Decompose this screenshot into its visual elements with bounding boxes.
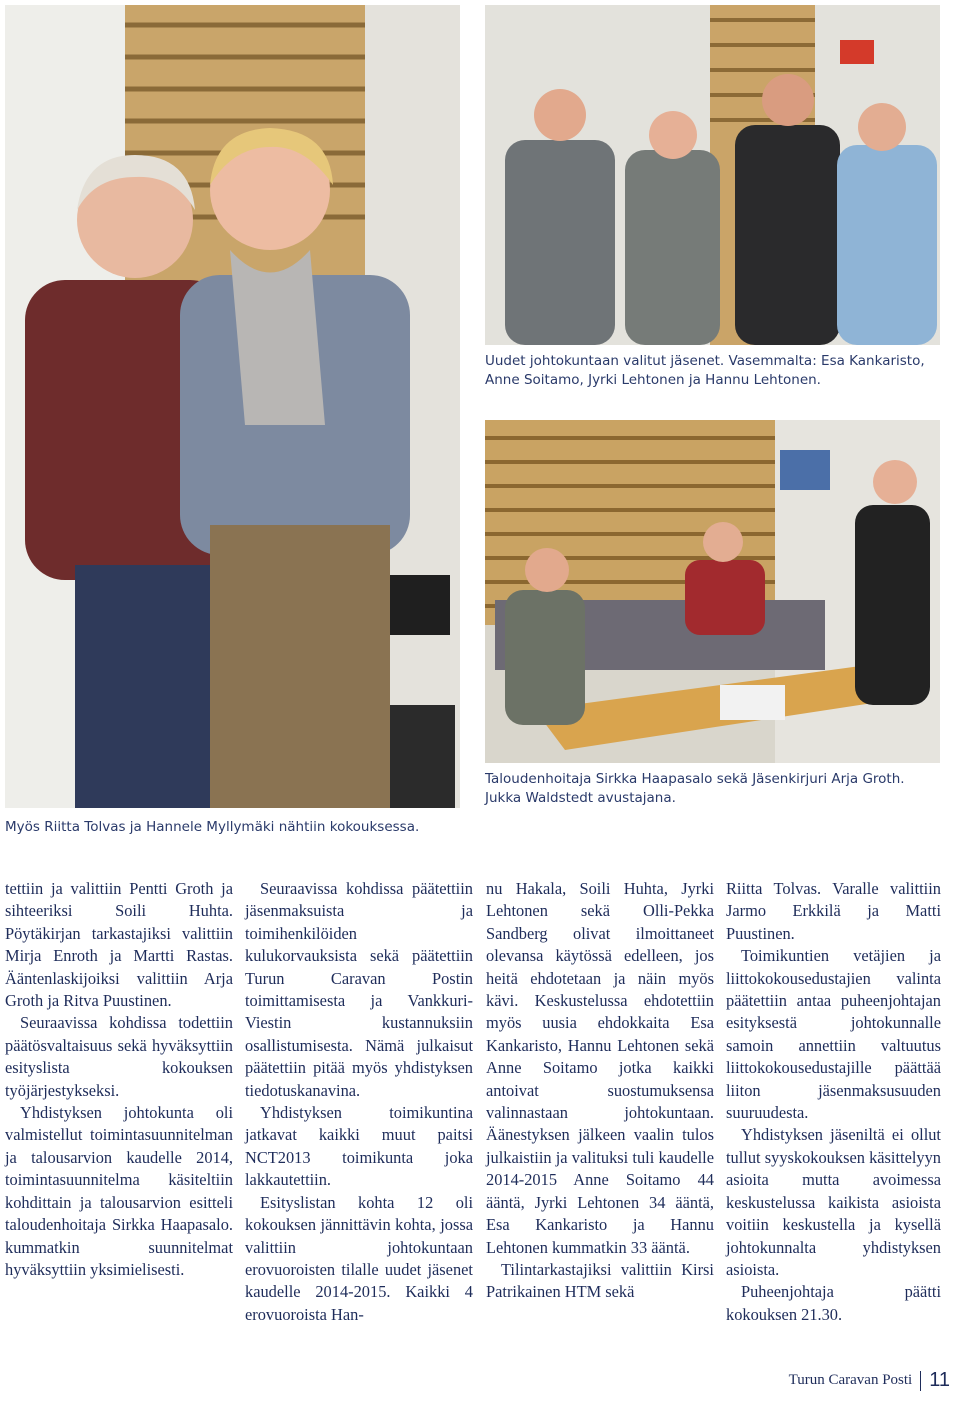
col2-paragraph: Yhdistyksen toimikuntina jatkavat kaikki muut paitsi NCT2013 toimikunta joka lakkautettiin. — [245, 1103, 473, 1190]
photo-new-board-members — [485, 5, 940, 345]
photo-treasurer-at-table — [485, 420, 940, 763]
photo-two-women — [5, 5, 460, 808]
top-right-caption-line2: Anne Soitamo, Jyrki Lehtonen ja Hannu Lehtonen. — [485, 372, 821, 388]
col3-paragraph: Tilintarkastajiksi valittiin Kirsi Patrikainen HTM sekä — [486, 1259, 714, 1302]
article-column-2 — [245, 878, 473, 1326]
footer-divider — [920, 1371, 921, 1391]
col1-paragraph: tettiin ja valittiin Pentti Groth ja sihteeriksi Soili Huhta. Pöytäkirjan tarkastajiksi valittiin Mirja Enroth ja Martti Rastas. Ääntenlaskijoiksi valittiin Arja Groth ja Ritva Puustinen. — [5, 879, 233, 1011]
col4-paragraph: Toimikuntien vetäjien ja liittokokousedustajien valinta päätettiin antaa puheenjohtajan esityksestä johtokunnalle samoin annettiin valtuutus liittokokousedustajille päättää liiton jäsenmaksusuuden suuruudesta. — [726, 946, 941, 1123]
top-right-caption-line1: Uudet johtokuntaan valitut jäsenet. Vasemmalta: Esa Kankaristo, — [485, 353, 925, 369]
col2-paragraph: Esityslistan kohta 12 oli kokouksen jännittävin kohta, jossa valittiin johtokuntaan erovuoroisten tilalle uudet jäsenet kaudelle 2014-2015. Kaikki 4 erovuoroista Han- — [245, 1192, 473, 1324]
publication-name: Turun Caravan Posti — [788, 1372, 913, 1388]
mid-right-caption-line1: Taloudenhoitaja Sirkka Haapasalo sekä Jäsenkirjuri Arja Groth. — [485, 771, 905, 787]
col1-paragraph: Yhdistyksen johtokunta oli valmistellut toimintasuunnitelman ja talousarvion kaudelle 2014, toimintasuunnitelma käsiteltiin kohdittain ja talousarvion esitteli taloudenhoitaja Sirkka Haapasalo. kummatkin suunnitelmat hyväksyttiin yksimielisesti. — [5, 1103, 233, 1279]
col3-paragraph: nu Hakala, Soili Huhta, Jyrki Lehtonen sekä Olli-Pekka Sandberg olivat ilmoittaneet olevansa käytössä edelleen, jos heitä ehdotetaan ja näin myös kävi. Keskustelussa ehdotettiin myös uusia ehdokkaita Esa Kankaristo, Hannu Lehtonen sekä Anne Soitamo jotka kaikki antoivat suostumuksensa valinnastaan johtokuntaan. Äänestyksen jälkeen vaalin tulos julkaistiin ja valituksi tuli kaudelle 2014-2015 Anne Soitamo 44 ääntä, Jyrki Lehtonen 34 ääntä, Esa Kankaristo ja Hannu Lehtonen kummatkin 33 ääntä. — [486, 879, 714, 1257]
article-column-4 — [726, 878, 941, 1326]
page-number: 11 — [929, 1369, 950, 1391]
article-column-3 — [486, 878, 714, 1304]
col1-paragraph: Seuraavissa kohdissa todettiin päätösvaltaisuus sekä hyväksyttiin esityslista kokouksen työjärjestykseksi. — [5, 1013, 233, 1100]
col4-paragraph: Puheenjohtaja päätti kokouksen 21.30. — [726, 1282, 941, 1324]
left-photo-caption: Myös Riitta Tolvas ja Hannele Myllymäki nähtiin kokouksessa. — [5, 819, 420, 835]
col4-paragraph: Yhdistyksen jäseniltä ei ollut tullut syyskokouksen käsittelyyn asioita mutta avoimessa keskustelussa kaikista asioista voitiin keskustella ja kysellä johtokunnalta yhdistyksen asioista. — [726, 1125, 941, 1279]
article-column-1 — [5, 878, 233, 1281]
mid-right-caption-line2: Jukka Waldstedt avustajana. — [485, 790, 676, 806]
col2-paragraph: Seuraavissa kohdissa päätettiin jäsenmaksuista ja toimihenkilöiden kulukorvauksista sekä päätettiin Turun Caravan Postin toimittamisesta ja Vankkuri-Viestin kustannuksiin osallistumisesta. Nämä julkaisut päätettiin pitää myös yhdistyksen tiedotuskanavina. — [245, 879, 473, 1100]
page-footer — [789, 1369, 950, 1392]
col4-paragraph: Riitta Tolvas. Varalle valittiin Jarmo Erkkilä ja Matti Puustinen. — [726, 879, 941, 943]
